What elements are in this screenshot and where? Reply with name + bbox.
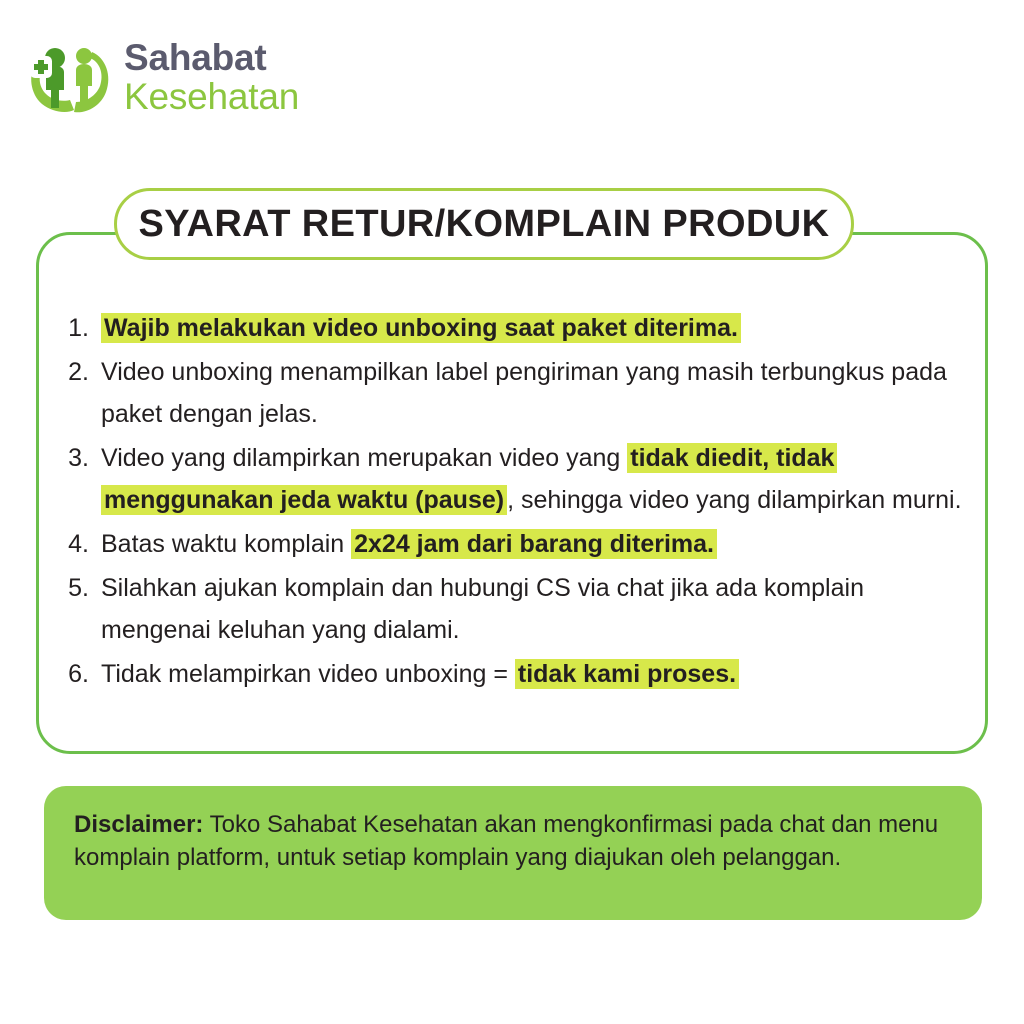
list-item-text: [101, 567, 975, 651]
disclaimer-text: [74, 808, 952, 874]
brand-logo: [22, 34, 299, 122]
list-item-number: 4.: [68, 530, 89, 558]
brand-name-line1: Sahabat: [124, 37, 267, 79]
plain-text: Video yang dilampirkan merupakan video yang: [101, 444, 628, 472]
plain-text: Batas waktu komplain: [101, 530, 352, 558]
list-item: [55, 653, 975, 695]
list-item-text: [101, 351, 975, 435]
list-item-number: 3.: [68, 444, 89, 472]
health-family-cross-logo-icon: [22, 34, 118, 122]
list-item: [55, 567, 975, 651]
highlighted-text: tidak kami proses.: [515, 659, 739, 689]
page-title: [114, 188, 854, 260]
terms-list: [55, 307, 975, 697]
highlighted-text: 2x24 jam dari barang diterima.: [351, 529, 717, 559]
highlighted-text: tidak diedit, tidak menggunakan jeda waktu (pause): [101, 443, 837, 515]
terms-card: [36, 232, 988, 754]
list-item: [55, 523, 975, 565]
list-item-text: [101, 437, 975, 521]
list-item: [55, 437, 975, 521]
highlighted-text: Wajib melakukan video unboxing saat paket diterima.: [101, 313, 741, 343]
page-title-text: SYARAT RETUR/KOMPLAIN PRODUK: [138, 202, 830, 245]
plain-text: , sehingga video yang dilampirkan murni.: [507, 486, 962, 514]
disclaimer-body: Toko Sahabat Kesehatan akan mengkonfirmasi pada chat dan menu komplain platform, untuk setiap komplain yang diajukan oleh pelanggan.: [74, 811, 939, 871]
list-item: [55, 307, 975, 349]
list-item-text: [101, 653, 739, 695]
disclaimer-label: Disclaimer:: [74, 811, 204, 838]
list-item-number: 2.: [68, 358, 89, 386]
list-item: [55, 351, 975, 435]
list-item-number: 6.: [68, 660, 89, 688]
list-item-number: 1.: [68, 314, 89, 342]
list-item-text: [101, 307, 741, 349]
brand-name: [124, 39, 299, 117]
list-item-text: [101, 523, 717, 565]
plain-text: Video unboxing menampilkan label pengiriman yang masih terbungkus pada paket dengan jelas.: [101, 358, 947, 428]
list-item-number: 5.: [68, 574, 89, 602]
plain-text: Tidak melampirkan video unboxing =: [101, 660, 515, 688]
brand-name-line2: Kesehatan: [124, 76, 300, 117]
disclaimer-box: [44, 786, 982, 920]
plain-text: Silahkan ajukan komplain dan hubungi CS via chat jika ada komplain mengenai keluhan yang dialami.: [101, 574, 864, 644]
